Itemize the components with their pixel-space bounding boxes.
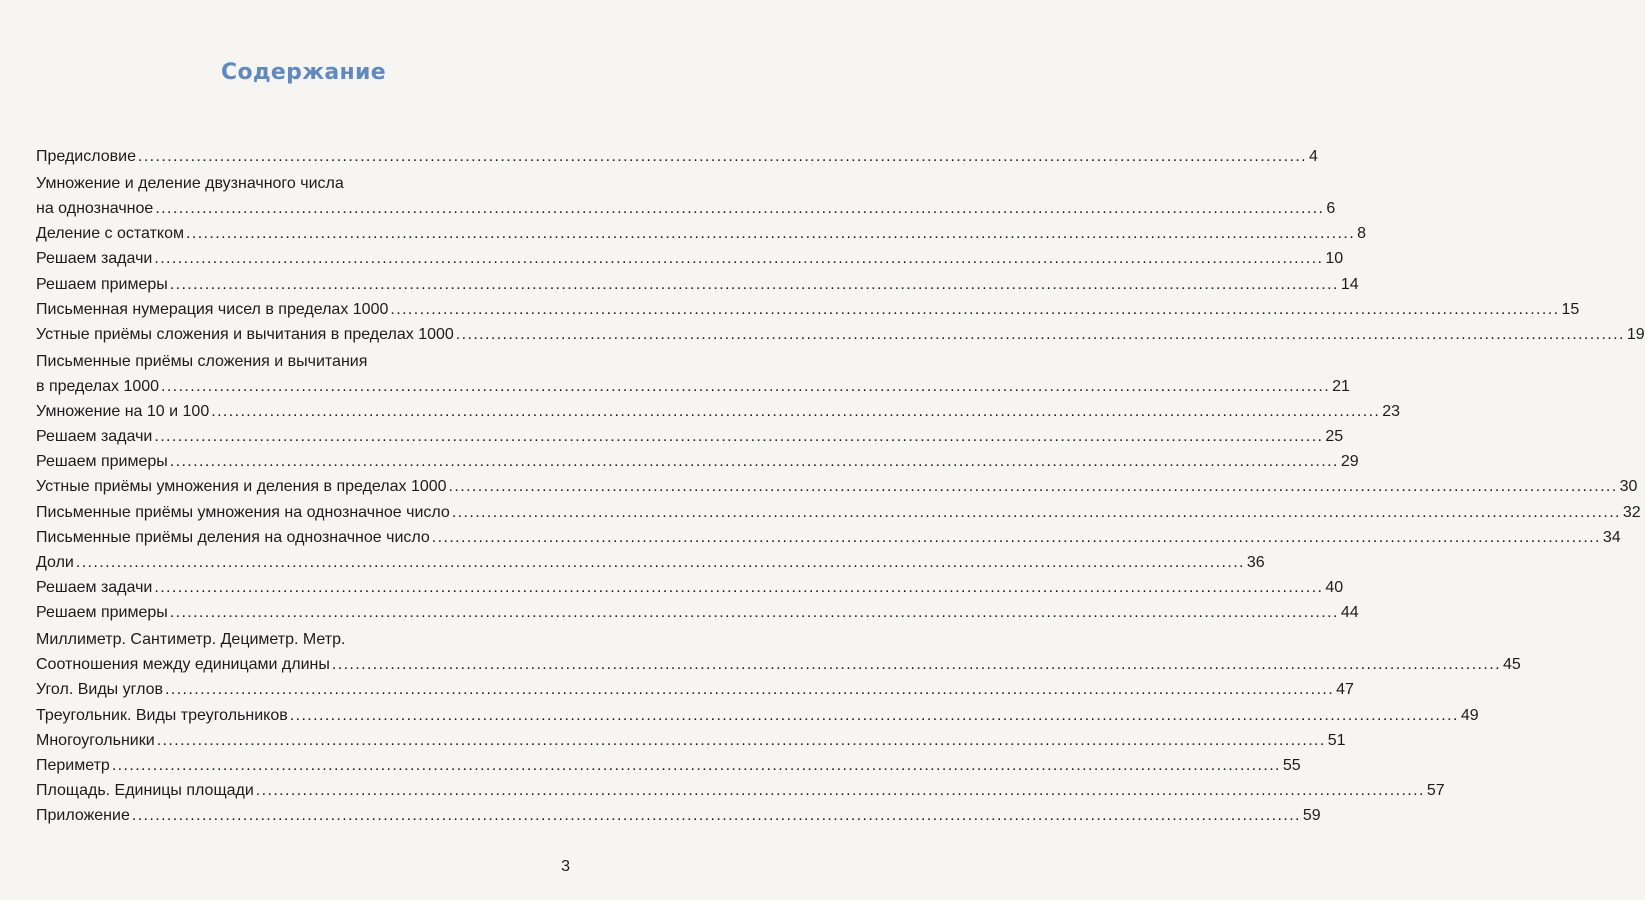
- dot-leader: ........................................................................................................................................................................................................: [169, 453, 1339, 471]
- toc-entry-title: Многоугольники: [36, 731, 155, 749]
- toc-entry-title-line1: Миллиметр. Сантиметр. Дециметр. Метр.: [36, 631, 346, 648]
- toc-entry-page: 36: [1246, 554, 1265, 572]
- toc-entry-title: в пределах 1000: [36, 377, 160, 395]
- toc-entry: [36, 243, 1344, 268]
- dot-leader: ........................................................................................................................................................................................................: [131, 807, 1301, 825]
- toc-entry: [36, 496, 1641, 521]
- toc-entry: [36, 421, 1344, 446]
- toc-entry-title: Соотношения между единицами длины: [36, 656, 330, 674]
- dot-leader: ........................................................................................................................................................................................................: [451, 503, 1621, 521]
- dot-leader: ........................................................................................................................................................................................................: [165, 681, 1335, 699]
- toc-entry-page: 8: [1357, 225, 1366, 243]
- toc-entry-title-line1: Умножение и деление двузначного числа: [36, 174, 344, 192]
- toc-entry-title: Предисловие: [36, 148, 136, 166]
- toc-entry: [36, 547, 1265, 572]
- toc-entry: [36, 750, 1301, 775]
- dot-leader: ........................................................................................................................................................................................................: [169, 275, 1339, 293]
- toc-entry-title: Треугольник. Виды треугольников: [36, 706, 288, 724]
- dot-leader: ........................................................................................................................................................................................................: [75, 554, 1245, 572]
- dot-leader: ........................................................................................................................................................................................................: [390, 300, 1560, 318]
- toc-entry: [36, 294, 1580, 319]
- toc-entry-page: 59: [1302, 807, 1321, 825]
- dot-leader: ........................................................................................................................................................................................................: [331, 656, 1501, 674]
- dot-leader: ........................................................................................................................................................................................................: [111, 756, 1281, 774]
- toc-entry-title: Приложение: [36, 807, 130, 825]
- toc-entry-title: Решаем примеры: [36, 453, 168, 471]
- toc-entry-page: 30: [1619, 478, 1638, 496]
- toc-entry: [36, 699, 1479, 724]
- toc-entry-page: 25: [1325, 428, 1344, 446]
- dot-leader: ........................................................................................................................................................................................................: [154, 250, 1324, 268]
- toc-entry-page: 10: [1325, 250, 1344, 268]
- toc-entry: [36, 446, 1359, 471]
- toc-entry-page: 34: [1602, 528, 1621, 546]
- toc-entry-page: 44: [1340, 604, 1359, 622]
- toc-entry-page: 14: [1340, 275, 1359, 293]
- toc-entry-page: 49: [1460, 706, 1479, 724]
- toc-entry-page: 6: [1326, 199, 1336, 217]
- toc-entry: [36, 396, 1401, 421]
- dot-leader: ........................................................................................................................................................................................................: [169, 604, 1339, 622]
- toc-entry-title: Устные приёмы сложения и вычитания в пределах 1000: [36, 325, 454, 343]
- toc-entry: [36, 800, 1321, 825]
- toc-entry-page: 15: [1561, 300, 1580, 318]
- dot-leader: ........................................................................................................................................................................................................: [448, 478, 1618, 496]
- toc-entry: [36, 319, 1645, 344]
- dot-leader: ........................................................................................................................................................................................................: [431, 528, 1601, 546]
- toc-entry-title: Решаем задачи: [36, 250, 153, 268]
- toc-entry-page: 29: [1340, 453, 1359, 471]
- toc-entry: [36, 268, 1359, 293]
- page-number: 3: [561, 858, 570, 875]
- dot-leader: ........................................................................................................................................................................................................: [455, 325, 1625, 343]
- toc-entry-title: на однозначное: [36, 199, 154, 217]
- toc-entry-title: Решаем примеры: [36, 604, 168, 622]
- dot-leader: ........................................................................................................................................................................................................: [155, 199, 1325, 217]
- toc-entry: [36, 344, 1350, 396]
- toc-entry-page: 55: [1282, 756, 1301, 774]
- toc-entry-title: Решаем примеры: [36, 275, 168, 293]
- toc-entry-title: Письменные приёмы деления на однозначное число: [36, 528, 430, 546]
- toc-entry: [36, 218, 1366, 243]
- toc-entry: [36, 572, 1344, 597]
- toc-entry: [36, 471, 1638, 496]
- toc-entry-page: 23: [1382, 402, 1401, 420]
- toc-entry: [36, 166, 1336, 218]
- toc-entry-title: Письменная нумерация чисел в пределах 1000: [36, 300, 389, 318]
- dot-leader: ........................................................................................................................................................................................................: [289, 706, 1459, 724]
- dot-leader: ........................................................................................................................................................................................................: [137, 148, 1308, 166]
- dot-leader: ........................................................................................................................................................................................................: [211, 402, 1381, 420]
- toc-entry-title: Письменные приёмы умножения на однозначное число: [36, 503, 450, 521]
- contents-title: Содержание: [221, 60, 386, 85]
- toc-entry-page: 45: [1502, 656, 1521, 674]
- toc-entry-title: Деление с остатком: [36, 225, 184, 243]
- toc-entry: [36, 674, 1354, 699]
- toc-entry: [36, 725, 1346, 750]
- dot-leader: ........................................................................................................................................................................................................: [154, 428, 1324, 446]
- toc-entry-page: 4: [1309, 148, 1318, 166]
- toc-entry-title: Умножение на 10 и 100: [36, 402, 210, 420]
- dot-leader: ........................................................................................................................................................................................................: [161, 377, 1331, 395]
- dot-leader: ........................................................................................................................................................................................................: [186, 225, 1356, 243]
- toc-entry-title: Решаем задачи: [36, 428, 153, 446]
- dot-leader: ........................................................................................................................................................................................................: [156, 731, 1326, 749]
- toc-entry: [36, 522, 1621, 547]
- toc-entry: [36, 141, 1318, 166]
- table-of-contents: [36, 141, 1645, 825]
- toc-entry: [36, 622, 1521, 674]
- toc-entry-page: 32: [1622, 503, 1641, 521]
- toc-entry-page: 21: [1332, 377, 1350, 395]
- dot-leader: ........................................................................................................................................................................................................: [255, 782, 1425, 800]
- toc-entry-title: Решаем задачи: [36, 579, 153, 597]
- toc-entry-title: Периметр: [36, 756, 110, 774]
- dot-leader: ........................................................................................................................................................................................................: [154, 579, 1324, 597]
- toc-entry-title-line1: Письменные приёмы сложения и вычитания: [36, 352, 368, 370]
- toc-entry-page: 47: [1336, 681, 1354, 699]
- toc-entry: [36, 597, 1359, 622]
- toc-entry-title: Площадь. Единицы площади: [36, 782, 254, 800]
- toc-entry-page: 40: [1325, 579, 1344, 597]
- toc-entry-page: 57: [1426, 782, 1445, 800]
- toc-entry-title: Устные приёмы умножения и деления в пределах 1000: [36, 478, 447, 496]
- toc-entry-title: Доли: [36, 554, 74, 572]
- toc-entry-title: Угол. Виды углов: [36, 681, 163, 699]
- toc-entry: [36, 775, 1445, 800]
- toc-entry-page: 51: [1327, 731, 1346, 749]
- toc-entry-page: 19: [1626, 325, 1645, 343]
